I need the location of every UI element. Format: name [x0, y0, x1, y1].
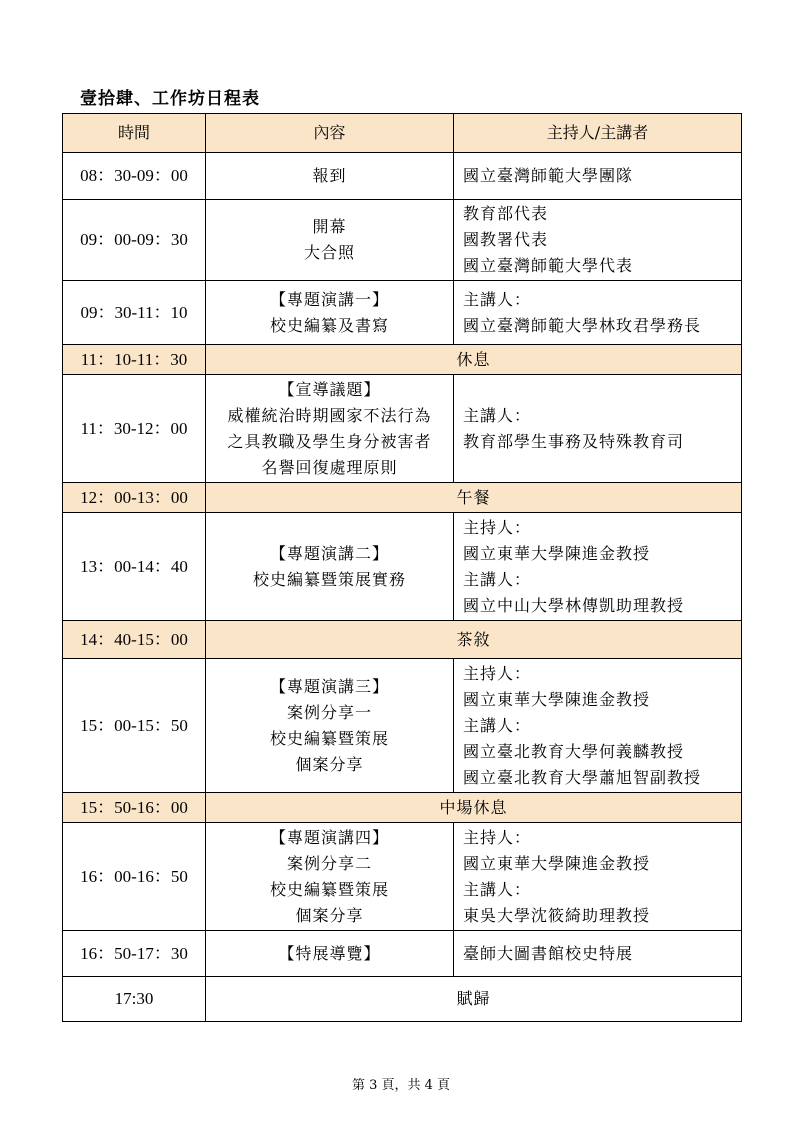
table-row — [63, 931, 742, 977]
schedule-table — [62, 113, 742, 1022]
break-row — [63, 483, 742, 513]
host-line: 主持人： — [463, 827, 532, 847]
host-cell — [454, 659, 742, 793]
content-line: 名譽回復處理原則 — [261, 457, 398, 477]
time-cell: 11：30-12：00 — [63, 375, 206, 483]
content-line: 個案分享 — [295, 905, 364, 925]
content-line: 校史編纂及書寫 — [269, 315, 389, 335]
host-line: 主講人： — [463, 879, 532, 899]
break-row — [63, 345, 742, 375]
host-line: 國立臺灣師範大學林玫君學務長 — [463, 315, 702, 335]
host-cell — [454, 823, 742, 931]
content-cell — [206, 153, 454, 200]
content-cell — [206, 823, 454, 931]
host-line: 國教署代表 — [463, 230, 549, 249]
content-line: 【專題演講一】 — [269, 289, 389, 309]
break-row — [63, 793, 742, 823]
table-row — [63, 200, 742, 281]
host-cell — [454, 513, 742, 621]
table-row — [63, 659, 742, 793]
content-cell — [206, 513, 454, 621]
time-cell: 14：40-15：00 — [63, 621, 206, 659]
table-row — [63, 281, 742, 345]
time-cell: 16：50-17：30 — [63, 931, 206, 977]
host-line: 國立臺灣師範大學代表 — [463, 256, 634, 275]
content-line: 案例分享二 — [286, 853, 372, 873]
table-header-row — [63, 114, 742, 153]
host-line: 國立東華大學陳進金教授 — [463, 689, 651, 709]
host-cell — [454, 931, 742, 977]
table-row — [63, 823, 742, 931]
content-line: 【特展導覽】 — [278, 943, 381, 963]
host-line: 教育部代表 — [463, 204, 549, 223]
time-cell: 09：00-09：30 — [63, 200, 206, 281]
schedule-body — [63, 153, 742, 1022]
time-cell: 15：00-15：50 — [63, 659, 206, 793]
host-line: 主持人： — [463, 517, 532, 537]
header-time: 時間 — [63, 114, 206, 153]
table-row — [63, 977, 742, 1022]
host-line: 主講人： — [463, 715, 532, 735]
host-cell — [454, 200, 742, 281]
host-line: 東吳大學沈筱綺助理教授 — [463, 905, 651, 925]
content-cell — [206, 375, 454, 483]
host-cell — [454, 153, 742, 200]
break-label: 茶敘 — [206, 621, 742, 659]
content-line: 【宣導議題】 — [278, 379, 381, 399]
host-line: 主講人： — [463, 569, 532, 589]
time-cell: 16：00-16：50 — [63, 823, 206, 931]
host-line: 國立東華大學陳進金教授 — [463, 853, 651, 873]
content-line: 校史編纂暨策展 — [269, 728, 389, 748]
page-footer: 第 3 頁，共 4 頁 — [351, 1078, 451, 1093]
header-content: 內容 — [206, 114, 454, 153]
host-line: 主講人： — [463, 289, 532, 309]
content-line: 威權統治時期國家不法行為 — [227, 405, 432, 425]
host-line: 主持人： — [463, 663, 532, 683]
host-line: 主講人： — [463, 405, 532, 425]
host-line: 臺師大圖書館校史特展 — [463, 943, 634, 963]
time-cell: 17:30 — [63, 977, 206, 1022]
host-line: 國立東華大學陳進金教授 — [463, 543, 651, 563]
content-line: 【專題演講四】 — [269, 827, 389, 847]
content-cell — [206, 659, 454, 793]
content-line: 報到 — [312, 166, 347, 185]
content-line: 個案分享 — [295, 754, 364, 774]
content-line: 【專題演講二】 — [269, 543, 389, 563]
table-row — [63, 153, 742, 200]
break-label: 午餐 — [206, 483, 742, 513]
host-cell — [454, 375, 742, 483]
content-cell — [206, 281, 454, 345]
content-line: 大合照 — [303, 243, 355, 262]
content-line: 校史編纂暨策展 — [269, 879, 389, 899]
closing-label: 賦歸 — [206, 977, 742, 1022]
content-line: 案例分享一 — [286, 702, 372, 722]
section-title: 壹拾肆、工作坊日程表 — [80, 89, 260, 109]
host-line: 國立臺灣師範大學團隊 — [463, 166, 634, 185]
content-cell — [206, 200, 454, 281]
break-row — [63, 621, 742, 659]
time-cell: 09：30-11：10 — [63, 281, 206, 345]
break-label: 休息 — [206, 345, 742, 375]
host-line: 國立臺北教育大學何義麟教授 — [463, 741, 685, 761]
time-cell: 08：30-09：00 — [63, 153, 206, 200]
content-line: 校史編纂暨策展實務 — [252, 569, 406, 589]
table-row — [63, 375, 742, 483]
header-host: 主持人/主講者 — [454, 114, 742, 153]
host-line: 教育部學生事務及特殊教育司 — [463, 431, 685, 451]
break-label: 中場休息 — [206, 793, 742, 823]
time-cell: 15：50-16：00 — [63, 793, 206, 823]
content-line: 【專題演講三】 — [269, 676, 389, 696]
content-line: 之具教職及學生身分被害者 — [227, 431, 432, 451]
content-cell — [206, 931, 454, 977]
host-cell — [454, 281, 742, 345]
time-cell: 13：00-14：40 — [63, 513, 206, 621]
time-cell: 11：10-11：30 — [63, 345, 206, 375]
host-line: 國立臺北教育大學蕭旭智副教授 — [463, 767, 702, 787]
host-line: 國立中山大學林傳凱助理教授 — [463, 595, 685, 615]
table-row — [63, 513, 742, 621]
content-line: 開幕 — [312, 217, 347, 236]
time-cell: 12：00-13：00 — [63, 483, 206, 513]
